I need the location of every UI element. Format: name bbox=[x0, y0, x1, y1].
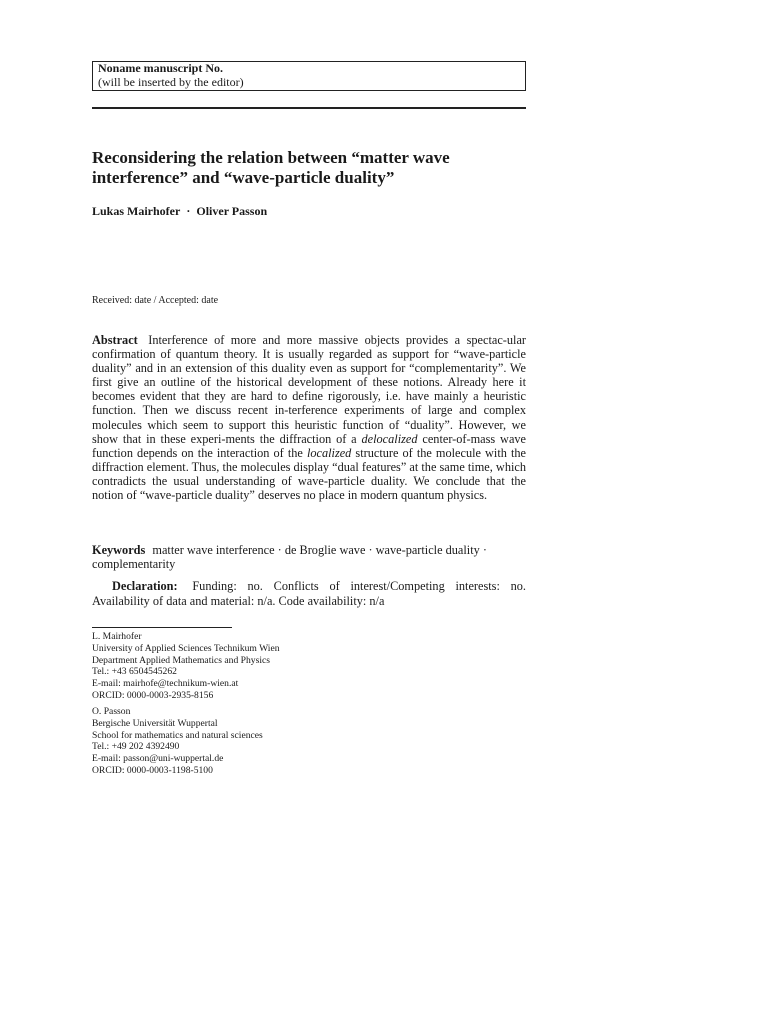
affiliation-orcid: ORCID: 0000-0003-1198-5100 bbox=[92, 764, 213, 776]
affiliation-block bbox=[92, 706, 532, 777]
declaration bbox=[92, 579, 526, 609]
abstract-emphasis-localized: localized bbox=[306, 445, 352, 460]
abstract-emphasis-delocalized: delocalized bbox=[361, 431, 418, 446]
affiliation-name: L. Mairhofer bbox=[92, 631, 142, 642]
editor-note-box bbox=[92, 61, 526, 91]
affiliation-tel: Tel.: +43 6504545262 bbox=[92, 666, 177, 678]
abstract-text-part-3: structure of the molecule with the diffraction element. Thus, the molecules display “dual features” at the same time, which contradicts the usual understanding of wave-particle duality. We conclude that the notion of “wave-particle duality” deserves no place in modern quantum physics. bbox=[92, 445, 527, 503]
declaration-label: Declaration: bbox=[112, 579, 178, 593]
title-line-1: Reconsidering the relation between “matter wave bbox=[92, 148, 450, 167]
keywords-label: Keywords bbox=[92, 543, 146, 557]
manuscript-number-label: Noname manuscript No. bbox=[98, 61, 223, 75]
header-rule bbox=[92, 107, 526, 109]
affiliation-email: E-mail: passon@uni-wuppertal.de bbox=[92, 753, 224, 765]
received-accepted-dates: Received: date / Accepted: date bbox=[92, 295, 219, 306]
footnote-rule bbox=[92, 627, 232, 628]
author-separator: · bbox=[186, 204, 191, 218]
title-line-2: interference” and “wave-particle duality” bbox=[92, 168, 395, 187]
abstract-text-part-2: center-of-mass wave function depends on the interaction of the bbox=[92, 431, 527, 460]
affiliation-email: E-mail: mairhofe@technikum-wien.at bbox=[92, 678, 239, 690]
author-list bbox=[92, 204, 267, 218]
editor-insert-note: (will be inserted by the editor) bbox=[98, 74, 244, 89]
abstract bbox=[92, 333, 526, 502]
affiliation-department: Department Applied Mathematics and Physics bbox=[92, 654, 270, 666]
affiliation-department: School for mathematics and natural sciences bbox=[92, 729, 263, 741]
paper-title bbox=[92, 148, 532, 188]
abstract-text-part-1: Interference of more and more massive objects provides a spectac-ular confirmation of quantum theory. It is usually regarded as support for “wave-particle duality” and in an extension of this duality even as support for “complementarity”. We first give an outline of the historical development of these notions. Already here it becomes evident that they are hard to define rigorously, i.e. have mainly a heuristic function. Then we discuss recent in-terference experiments of large and complex molecules which seem to support this heuristic function of “duality”. However, we show that in these experi-ments the diffraction of a bbox=[92, 333, 526, 446]
keywords bbox=[92, 543, 526, 571]
abstract-label: Abstract bbox=[92, 333, 138, 347]
keywords-text: matter wave interference · de Broglie wave · wave-particle duality · complementarity bbox=[92, 543, 487, 571]
author-name: Oliver Passon bbox=[196, 204, 268, 218]
affiliation-institution: University of Applied Sciences Technikum Wien bbox=[92, 642, 280, 654]
affiliation-block bbox=[92, 631, 532, 702]
affiliation-institution: Bergische Universität Wuppertal bbox=[92, 717, 218, 729]
declaration-text: Funding: no. Conflicts of interest/Competing interests: no. Availability of data and material: n/a. Code availability: n/a bbox=[92, 579, 527, 608]
affiliation-name: O. Passon bbox=[92, 706, 131, 717]
affiliation-orcid: ORCID: 0000-0003-2935-8156 bbox=[92, 689, 214, 701]
author-name: Lukas Mairhofer bbox=[92, 204, 181, 218]
affiliation-tel: Tel.: +49 202 4392490 bbox=[92, 741, 180, 753]
